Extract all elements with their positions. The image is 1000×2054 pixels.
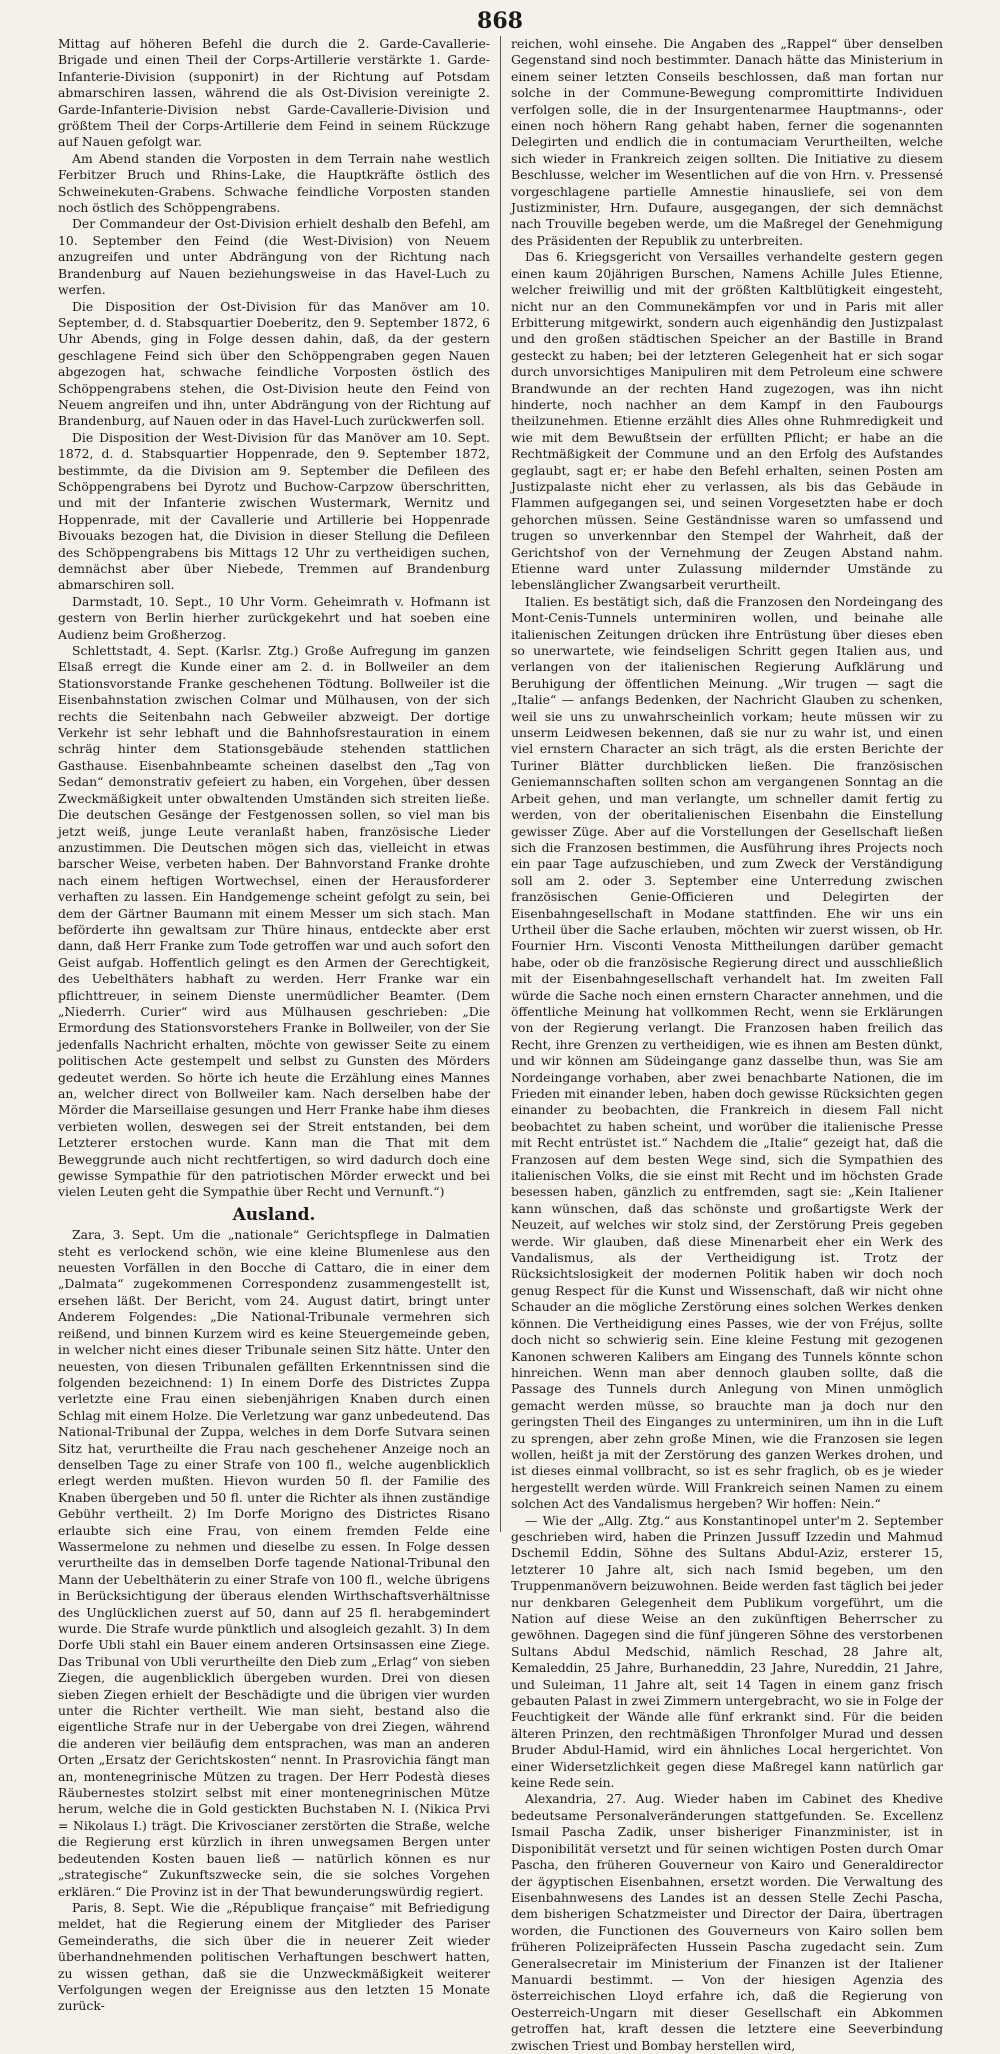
article-paragraph: Die Disposition der West-Division für das Manöver am 10. Sept. 1872, d. d. Stabsquartier Hoppenrade, den 9. September 1872, bestimmte, da die Division am 9. September die Defileen des Schöppengrabens bei Dyrotz und Buchow-Carpzow überschritten, und mit der Infanterie zwischen Wustermark, Wernitz und Hoppenrade, mit der Cavallerie und Artillerie bei Hoppenrade Bivouaks bezogen hat, die Division in dieser Stellung die Defileen des Schöppengrabens bis Mittags 12 Uhr zu vertheidigen suchen, demnächst aber über Niebede, Tremmen auf Brandenburg abmarschiren soll.: [58, 429, 490, 593]
article-paragraph: Schlettstadt, 4. Sept. (Karlsr. Ztg.) Große Aufregung im ganzen Elsaß erregt die Kunde einer am 2. d. in Bollweiler an dem Stationsvorstande Franke geschehenen Tödtung. Bollweiler ist die Eisenbahnstation zwischen Colmar und Mülhausen, von der sich rechts die Seitenbahn nach Gebweiler abzweigt. Der dortige Verkehr ist sehr lebhaft und die Bahnhofsrestauration in einem schräg hinter dem Stationsgebäude stehenden stattlichen Gasthause. Eisenbahnbeamte scheinen daselbst den „Tag von Sedan“ demonstrativ gefeiert zu haben, ein Vorgehen, über dessen Zweckmäßigkeit unter obwaltenden Umständen sich streiten ließe. Die deutschen Gesänge der Festgenossen sollen, so viel man bis jetzt weiß, junge Leute veranlaßt haben, französische Lieder anzustimmen. Die Deutschen mögen sich das, vielleicht in etwas barscher Weise, verbeten haben. Der Bahnvorstand Franke drohte nach einem heftigen Wortwechsel, einen der Herausforderer verhaften zu lassen. Ein Handgemenge scheint gefolgt zu sein, bei dem der Gärtner Baumann mit einem Messer um sich stach. Man beförderte ihn gewaltsam zur Thüre hinaus, entdeckte aber erst dann, daß Herr Franke zum Tode getroffen war und auch sofort den Geist aufgab. Hoffentlich gelingt es den Armen der Gerechtigkeit, des Uebelthäters habhaft zu werden. Herr Franke war ein pflichttreuer, in seinem Dienste unermüdlicher Beamter. (Dem „Niederrh. Curier“ wird aus Mülhausen geschrieben: „Die Ermordung des Stationsvorstehers Franke in Bollweiler, von der Sie jedenfalls Nachricht erhalten, möchte von gewisser Seite zu einem politischen Acte gestempelt und selbst zu Gunsten des Mörders gedeutet werden. So hörte ich heute die Erzählung eines Mannes an, welcher direct von Bollweiler kam. Nach derselben habe der Mörder die Marseillaise gesungen und Herr Franke habe ihm dieses verbieten wollen, deswegen sei der Streit entstanden, bei dem Letzterer erstochen wurde. Kann man die That mit dem Beweggrunde auch nicht rechtfertigen, so wird dadurch doch eine gewisse Sympathie für den patriotischen Mörder erweckt und bei vielen Leuten geht die Sympathie über Recht und Vernunft.“): [58, 643, 490, 1200]
right-column: [511, 36, 943, 2053]
article-paragraph: Italien. Es bestätigt sich, daß die Franzosen den Nordeingang des Mont-Cenis-Tunnels unterminiren wollen, und beinahe alle italienischen Zeitungen drücken ihre Entrüstung über dieses eben so unerwartete, wie feindseligen Schritt gegen Italien aus, und verlangen von der italienischen Regierung Aufklärung und Beruhigung der öffentlichen Meinung. „Wir trugen — sagt die „Italie“ — anfangs Bedenken, der Nachricht Glauben zu schenken, weil sie uns zu unwahrscheinlich vorkam; heute müssen wir zu unserm Leidwesen bekennen, daß sie nur zu wahr ist, und einen viel ernstern Character an sich trägt, als die ersten Berichte der Turiner Blätter durchblicken ließen. Die französischen Geniemannschaften sollten schon am vergangenen Sonntag an die Arbeit gehen, und man verlangte, um schneller damit fertig zu werden, von der oberitalienischen Eisenbahn die Einstellung gewisser Züge. Aber auf die Vorstellungen der Gesellschaft ließen sich die Franzosen bestimmen, die Ausführung ihres Projects noch ein paar Tage aufzuschieben, und zum Zweck der Verständigung soll am 2. oder 3. September eine Unterredung zwischen französischen Genie-Officieren und Delegirten der Eisenbahngesellschaft in Modane stattfinden. Ehe wir uns ein Urtheil über die Sache erlauben, möchten wir zuerst wissen, ob Hr. Fournier Hrn. Visconti Venosta Mittheilungen darüber gemacht habe, oder ob die französische Regierung direct und ausschließlich mit der Eisenbahngesellschaft verhandelt hat. Im zweiten Fall würde die Sache noch einen ernstern Character annehmen, und die öffentliche Meinung hat vollkommen Recht, wenn sie Erklärungen von der Regierung verlangt. Die Franzosen haben freilich das Recht, ihre Grenzen zu vertheidigen, wie es ihnen am Besten dünkt, und wir können am Südeingange ganz dasselbe thun, was Sie am Nordeingange vorhaben, aber zwei benachbarte Nationen, die im Frieden mit einander leben, haben doch gewisse Rücksichten gegen einander zu beobachten, die Frankreich in diesem Fall nicht beobachtet zu haben scheint, und worüber die italienische Presse mit Recht entrüstet ist.“ Nachdem die „Italie“ gezeigt hat, daß die Franzosen auf dem besten Wege sind, sich die Sympathien des italienischen Volks, die sie einst mit Recht und im höchsten Grade besessen haben, gänzlich zu entfremden, sagt sie: „Kein Italiener kann wünschen, daß das schönste und großartigste Werk der Neuzeit, auf welches wir stolz sind, der Zerstörung Preis gegeben werde. Wir glauben, daß diese Minenarbeit eher ein Werk des Vandalismus, als der Vertheidigung ist. Trotz der Rücksichtslosigkeit der modernen Politik haben wir doch noch genug Respect für die Kunst und Wissenschaft, daß wir nicht ohne Schauder an die mögliche Zerstörung eines solchen Werkes denken können. Die Vertheidigung eines Passes, wie der von Fréjus, sollte doch nicht so schwierig sein. Eine kleine Festung mit gezogenen Kanonen schweren Kalibers am Eingang des Tunnels könnte schon hinreichen. Wenn man aber dennoch glauben sollte, daß die Passage des Tunnels durch Anlegung von Minen unmöglich gemacht werden müsse, so brauchte man ja doch nur den geringsten Theil des Einganges zu unterminiren, um ihn in die Luft zu sprengen, aber zehn große Minen, wie die Franzosen sie legen wollen, heißt ja mit der Zerstörung des ganzen Werkes drohen, und ist dieses einmal vollbracht, so ist es sehr fraglich, ob es je wieder hergestellt werden würde. Will Frankreich seinen Namen zu einem solchen Act des Vandalismus hergeben? Wir hoffen: Nein.“: [511, 593, 943, 1512]
article-paragraph: Das 6. Kriegsgericht von Versailles verhandelte gestern gegen einen kaum 20jährigen Burschen, Namens Achille Jules Etienne, welcher freiwillig und mit der größten Kaltblütigkeit eingesteht, nicht nur an den Communekämpfen vor und in Paris mit aller Erbitterung mitgewirkt, sondern auch eigenhändig den Justizpalast und den großen städtischen Speicher an der Bastille in Brand gesteckt zu haben; bei der letzteren Gelegenheit hat er sich sogar durch unvorsichtiges Manipuliren mit dem Petroleum eine schwere Brandwunde an der rechten Hand zugezogen, was ihn nicht hinderte, noch nachher an dem Kampf in den Faubourgs theilzunehmen. Etienne erzählt dies Alles ohne Ruhmredigkeit und wie mit dem Bewußtsein der erfüllten Pflicht; er habe an die Rechtmäßigkeit der Commune und an den Erfolg des Aufstandes geglaubt, sagt er; er habe den Befehl erhalten, seinen Posten am Justizpalaste nicht eher zu verlassen, als bis das Gebäude in Flammen aufgegangen sei, und seinen Vorgesetzten habe er doch gehorchen müssen. Seine Geständnisse waren so umfassend und trugen so unverkennbar den Stempel der Wahrheit, daß der Gerichtshof von der Vernehmung der Zeugen Abstand nahm. Etienne ward unter Zulassung mildernder Umstände zu lebenslänglicher Zwangsarbeit verurtheilt.: [511, 249, 943, 593]
article-paragraph: Zara, 3. Sept. Um die „nationale“ Gerichtspflege in Dalmatien steht es verlockend schön, wie eine kleine Blumenlese aus den neuesten Vorfällen in den Bocche di Cattaro, die in einer dem „Dalmata“ zugekommenen Correspondenz zusammengestellt ist, ersehen läßt. Der Bericht, vom 24. August datirt, bringt unter Anderem Folgendes: „Die National-Tribunale vermehren sich reißend, und binnen Kurzem wird es keine Steuergemeinde geben, in welcher nicht eines dieser Tribunale seinen Sitz hätte. Unter den neuesten, von diesen Tribunalen gefällten Erkenntnissen sind die folgenden bezeichnend: 1) In einem Dorfe des Districtes Zuppa verletzte eine Frau einen siebenjährigen Knaben durch einen Schlag mit einem Holze. Die Verletzung war ganz unbedeutend. Das National-Tribunal der Zuppa, welches in dem Dorfe Sutvara seinen Sitz hat, verurtheilte die Frau nach geschehener Anzeige noch an denselben Tage zu einer Strafe von 100 fl., welche augenblicklich erlegt werden mußten. Hievon wurden 50 fl. der Familie des Knaben übergeben und 50 fl. unter die Richter als ihnen zuständige Gebühr vertheilt. 2) Im Dorfe Morigno des Districtes Risano erlaubte sich eine Frau, von einem fremden Felde eine Wassermelone zu nehmen und dieselbe zu essen. In Folge dessen verurtheilte das in demselben Dorfe tagende National-Tribunal den Mann der Uebelthäterin zu einer Strafe von 100 fl., welche übrigens in Berücksichtigung der überaus elenden Wirthschaftsverhältnisse des Unglücklichen zuerst auf 50, dann auf 25 fl. herabgemindert wurde. Die Strafe wurde pünktlich und alsogleich gezahlt. 3) In dem Dorfe Ubli stahl ein Bauer einem anderen Ortsinsassen eine Ziege. Das Tribunal von Ubli verurtheilte den Dieb zum „Erlag“ von sieben Ziegen, die augenblicklich übergeben wurden. Drei von diesen sieben Ziegen erhielt der Beschädigte und die übrigen vier wurden unter die Richter vertheilt. Wie man sieht, bestand also die eigentliche Strafe nur in der Uebergabe von drei Ziegen, während die anderen vier beiläufig dem entsprachen, was man an anderen Orten „Ersatz der Gerichtskosten“ nennt. In Prasrovichia fängt man an, montenegrinische Mützen zu tragen. Der Herr Podestà dieses Räubernestes stolzirt selbst mit einer montenegrinischen Mütze herum, welche die in Gold gestickten Buchstaben N. I. (Nikica Prvi = Nikolaus I.) trägt. Die Krivoscianer zerstörten die Straße, welche die Regierung erst kürzlich in ihren unwegsamen Bergen unter bedeutenden Kosten bauen ließ — natürlich können es nur „strategische“ Zukunftszwecke sein, die sie solches Vorgehen erklären.“ Die Provinz ist in der That bewunderungswürdig regiert.: [58, 1227, 490, 1899]
columns: [58, 36, 992, 2053]
article-paragraph: Die Disposition der Ost-Division für das Manöver am 10. September, d. d. Stabsquartier Doeberitz, den 9. September 1872, 6 Uhr Abends, ging in Folge dessen dahin, daß, da der gestern geschlagene Feind sich über den Schöppengraben gegen Nauen abgezogen hat, schwache feindliche Vorposten östlich des Schöppengrabens stehen, die Ost-Division heute den Feind von Neuem angreifen und ihn, unter Abdrängung von der Richtung auf Brandenburg, auf Nauen oder in das Havel-Luch zurückwerfen soll.: [58, 298, 490, 429]
section-heading-ausland: Ausland.: [232, 1204, 316, 1225]
article-paragraph: Darmstadt, 10. Sept., 10 Uhr Vorm. Geheimrath v. Hofmann ist gestern von Berlin hierher zurückgekehrt und hat soeben eine Audienz beim Großherzog.: [58, 593, 490, 642]
article-paragraph: Am Abend standen die Vorposten in dem Terrain nahe westlich Ferbitzer Bruch und Rhins-Lake, die Hauptkräfte östlich des Schweinekuten-Grabens. Schwache feindliche Vorposten standen noch östlich des Schöppengrabens.: [58, 150, 490, 216]
left-column: [58, 36, 490, 2014]
article-paragraph: — Wie der „Allg. Ztg.“ aus Konstantinopel unter'm 2. September geschrieben wird, haben die Prinzen Jussuff Izzedin und Mahmud Dschemil Eddin, Söhne des Sultans Abdul-Aziz, ersterer 15, letzterer 10 Jahre alt, sich nach Ismid begeben, um den Truppenmanövern beizuwohnen. Beide werden fast täglich bei jeder nur denkbaren Gelegenheit dem Publikum vorgeführt, um die Nation auf diese Weise an den zukünftigen Beherrscher zu gewöhnen. Dagegen sind die fünf jüngeren Söhne des verstorbenen Sultans Abdul Medschid, nämlich Reschad, 28 Jahre alt, Kemaleddin, 25 Jahre, Burhaneddin, 23 Jahre, Nureddin, 21 Jahre, und Suleiman, 11 Jahre alt, seit 14 Tagen in einem ganz frisch gebauten Palast in zwei Zimmern untergebracht, wo sie in Folge der Feuchtigkeit der Wände alle fünf erkrankt sind. Für die beiden älteren Prinzen, den rechtmäßigen Thronfolger Murad und dessen Bruder Abdul-Hamid, wird ein ähnliches Local hergerichtet. Von einer Widersetzlichkeit gegen diese Maßregel kann natürlich gar keine Rede sein.: [511, 1512, 943, 1791]
page-number: 868: [477, 8, 523, 34]
article-paragraph: Der Commandeur der Ost-Division erhielt deshalb den Befehl, am 10. September den Feind (die West-Division) von Neuem anzugreifen und unter Abdrängung von der Richtung nach Brandenburg auf Nauen beziehungsweise in das Havel-Luch zu werfen.: [58, 216, 490, 298]
article-paragraph: Paris, 8. Sept. Wie die „République française“ mit Befriedigung meldet, hat die Regierung einem der Mitglieder des Pariser Gemeinderaths, die sich über die in neuerer Zeit wieder überhandnehmenden politischen Verhaftungen beschwert hatten, zu wissen gethan, daß sie die Unzweckmäßigkeit weiterer Verfolgungen wegen der Ereignisse aus den letzten 15 Monate zurück-: [58, 1899, 490, 2014]
article-paragraph: Alexandria, 27. Aug. Wieder haben im Cabinet des Khedive bedeutsame Personalveränderungen stattgefunden. Se. Excellenz Ismail Pascha Zadik, unser bisheriger Finanzminister, ist in Disponibilität versetzt und für seinen wichtigen Posten durch Omar Pascha, den früheren Gouverneur von Kairo und Generaldirector der ägyptischen Eisenbahnen, ersetzt worden. Die Verwaltung des Eisenbahnwesens des Landes ist an dessen Stelle Zechi Pascha, dem bisherigen Schatzmeister und Director der Daira, übertragen worden, die Functionen des Gouverneurs von Kairo sollen bem früheren Polizeipräfecten Hussein Pascha zugedacht sein. Zum Generalsecretair im Ministerium der Finanzen ist der Italiener Manuardi bestimmt. — Von der hiesigen Agenzia des österreichischen Lloyd erfahre ich, daß die Regierung von Oesterreich-Ungarn mit dieser Gesellschaft ein Abkommen getroffen hat, kraft dessen die letztere eine Seeverbindung zwischen Triest und Bombay herstellen wird,: [511, 1791, 943, 2053]
article-paragraph: Mittag auf höheren Befehl die durch die 2. Garde-Cavallerie-Brigade und einen Theil der Corps-Artillerie verstärkte 1. Garde-Infanterie-Division (supponirt) in der Richtung auf Potsdam abmarschiren lassen, während die als Ost-Division vereinigte 2. Garde-Infanterie-Division nebst Garde-Cavallerie-Division und größtem Theil der Corps-Artillerie dem Feind in seinem Rückzuge auf Nauen gefolgt war.: [58, 36, 490, 150]
column-rule: [500, 36, 501, 1532]
article-paragraph: reichen, wohl einsehe. Die Angaben des „Rappel“ über denselben Gegenstand sind noch bestimmter. Danach hätte das Ministerium in einem seiner letzten Conseils beschlossen, daß man fortan nur solche in der Commune-Bewegung compromittirte Individuen verfolgen solle, die in der Insurgentenarmee Hauptmanns-, oder einen noch höhern Rang gehabt haben, ferner die sogenannten Delegirten und endlich die in contumaciam Verurtheilten, welche sich wieder in Frankreich zeigen sollten. Die Initiative zu diesem Beschlusse, welcher im Wesentlichen auf die von Hrn. v. Pressensé vorgeschlagene partielle Amnestie hinausliefe, sei von dem Justizminister, Hrn. Dufaure, ausgegangen, der sich demnächst nach Trouville begeben werde, um die Maßregel der Genehmigung des Präsidenten der Republik zu unterbreiten.: [511, 36, 943, 248]
